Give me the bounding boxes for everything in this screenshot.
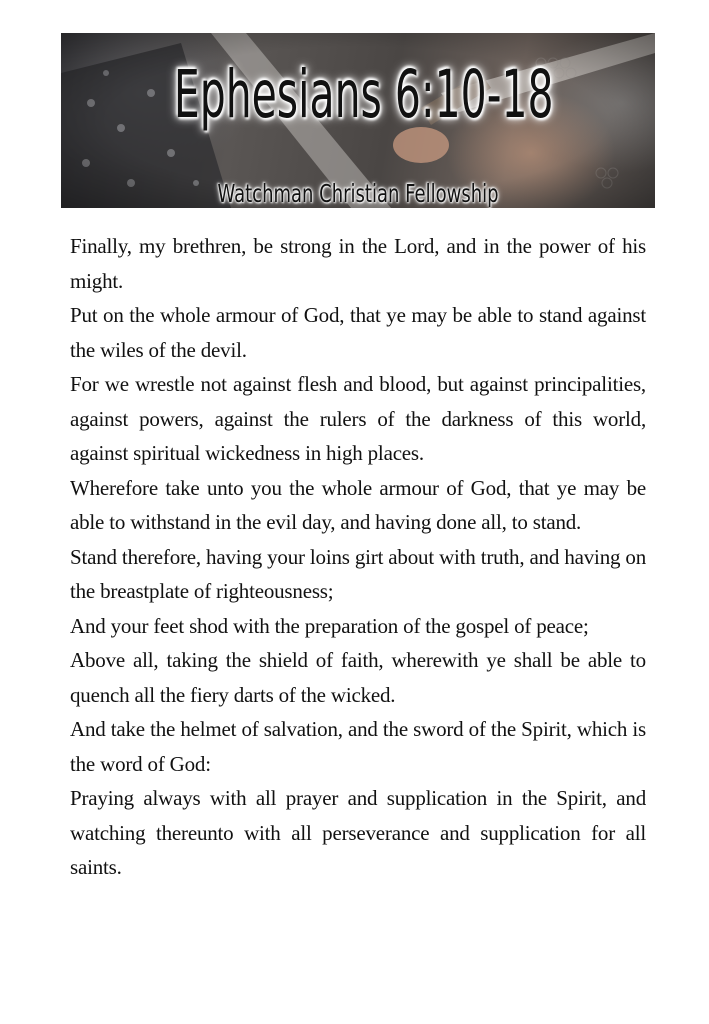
verse-15: And your feet shod with the preparation of the gospel of peace; (70, 613, 589, 638)
verse-10: Finally, my brethren, be strong in the Lord, and in the power of his might. (70, 234, 646, 293)
page-subtitle: Watchman Christian Fellowship (217, 179, 499, 208)
verse-list (70, 229, 646, 885)
verse-17: And take the helmet of salvation, and the sword of the Spirit, which is the word of God: (70, 717, 646, 776)
verse-12: For we wrestle not against flesh and blood, but against principalities, against powers, against the rulers of the darkness of this world, against spiritual wickedness in high places. (70, 372, 646, 465)
page-title: Ephesians 6:10-18 (173, 56, 554, 133)
verse-16: Above all, taking the shield of faith, wherewith ye shall be able to quench all the fiery darts of the wicked. (70, 648, 646, 707)
header-banner (61, 33, 655, 208)
verse-13: Wherefore take unto you the whole armour of God, that ye may be able to withstand in the evil day, and having done all, to stand. (70, 475, 646, 534)
verse-11: Put on the whole armour of God, that ye may be able to stand against the wiles of the devil. (70, 303, 646, 362)
verse-14: Stand therefore, having your loins girt about with truth, and having on the breastplate of righteousness; (70, 544, 646, 603)
verse-18: Praying always with all prayer and supplication in the Spirit, and watching thereunto with all perseverance and supplication for all saints. (70, 786, 646, 879)
